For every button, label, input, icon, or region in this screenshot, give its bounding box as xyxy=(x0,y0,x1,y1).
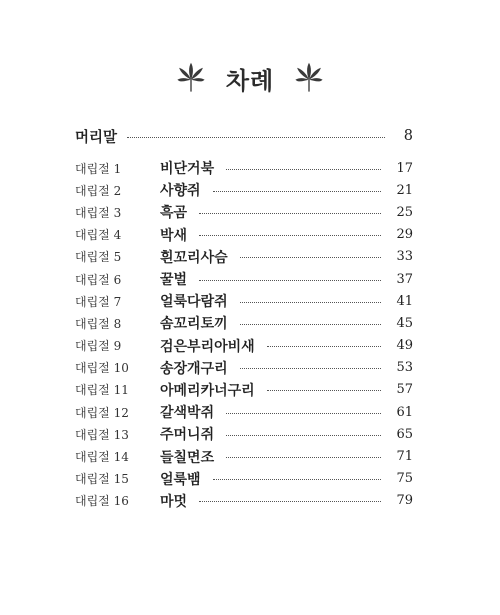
toc-entry[interactable] xyxy=(75,312,413,334)
preface-label: 머리말 xyxy=(75,129,118,146)
chapter-label: 대립절 13 xyxy=(75,427,129,442)
chestnut-leaf-icon xyxy=(174,61,208,95)
chapter-label: 대립절 7 xyxy=(75,294,122,309)
preface-page-number: 8 xyxy=(403,128,413,144)
chapter-label: 대립절 12 xyxy=(75,405,129,420)
chapter-title: 주머니쥐 xyxy=(160,427,215,444)
dot-leader xyxy=(240,324,381,325)
dot-leader xyxy=(213,191,381,192)
chapter-label: 대립절 6 xyxy=(75,272,122,287)
chapter-title: 마멋 xyxy=(160,493,188,510)
dot-leader xyxy=(226,457,381,458)
chapter-title: 아메리카너구리 xyxy=(160,382,255,399)
dot-leader xyxy=(240,257,381,258)
dot-leader xyxy=(226,435,381,436)
page-number: 21 xyxy=(396,182,413,198)
chapter-title: 검은부리아비새 xyxy=(160,338,255,355)
page-number: 79 xyxy=(396,493,413,509)
chapter-label: 대립절 2 xyxy=(75,183,122,198)
page-number: 25 xyxy=(396,204,413,220)
chapter-label: 대립절 9 xyxy=(75,339,122,354)
chapter-title: 비단거북 xyxy=(160,161,215,178)
toc-entry[interactable] xyxy=(75,246,413,268)
toc-preface-entry[interactable] xyxy=(75,124,413,148)
toc-list xyxy=(75,157,413,512)
chapter-title: 박새 xyxy=(160,227,188,244)
toc-entry[interactable] xyxy=(75,379,413,401)
page-number: 65 xyxy=(396,426,413,442)
chapter-label: 대립절 1 xyxy=(75,161,122,176)
chapter-label: 대립절 5 xyxy=(75,250,122,265)
dot-leader xyxy=(199,235,381,236)
dot-leader xyxy=(267,346,381,347)
page-number: 71 xyxy=(396,449,413,465)
toc-entry[interactable] xyxy=(75,224,413,246)
chapter-label: 대립절 8 xyxy=(75,316,122,331)
dot-leader xyxy=(199,501,381,502)
chapter-title: 갈색박쥐 xyxy=(160,405,215,422)
page-number: 37 xyxy=(396,271,413,287)
chapter-label: 대립절 3 xyxy=(75,205,122,220)
chapter-title: 사향쥐 xyxy=(160,183,201,200)
chapter-label: 대립절 16 xyxy=(75,494,129,509)
toc-entry[interactable] xyxy=(75,401,413,423)
page-number: 45 xyxy=(396,315,413,331)
chapter-label: 대립절 11 xyxy=(75,383,129,398)
toc-entry[interactable] xyxy=(75,335,413,357)
toc-entry[interactable] xyxy=(75,357,413,379)
dot-leader xyxy=(267,390,381,391)
page-number: 57 xyxy=(396,382,413,398)
page-number: 29 xyxy=(396,227,413,243)
chapter-title: 들칠면조 xyxy=(160,449,215,466)
toc-entry[interactable] xyxy=(75,201,413,223)
chapter-title: 꿀벌 xyxy=(160,272,188,289)
dot-leader xyxy=(226,169,381,170)
chapter-label: 대립절 14 xyxy=(75,450,129,465)
dot-leader xyxy=(226,413,381,414)
dot-leader xyxy=(240,368,381,369)
dot-leader xyxy=(240,302,381,303)
page-number: 75 xyxy=(396,471,413,487)
chestnut-leaf-icon xyxy=(292,61,326,95)
toc-entry[interactable] xyxy=(75,490,413,512)
dot-leader xyxy=(199,280,381,281)
page-number: 33 xyxy=(396,249,413,265)
toc-entry[interactable] xyxy=(75,157,413,179)
chapter-title: 흰꼬리사슴 xyxy=(160,249,228,266)
page-number: 53 xyxy=(396,360,413,376)
toc-entry[interactable] xyxy=(75,268,413,290)
toc-entry[interactable] xyxy=(75,468,413,490)
page-title: 차례 xyxy=(225,66,275,95)
toc-entry[interactable] xyxy=(75,179,413,201)
chapter-title: 흑곰 xyxy=(160,205,188,222)
toc-entry[interactable] xyxy=(75,290,413,312)
chapter-label: 대립절 15 xyxy=(75,472,129,487)
dot-leader xyxy=(199,213,381,214)
chapter-title: 얼룩뱀 xyxy=(160,471,201,488)
dot-leader xyxy=(213,479,381,480)
page-number: 17 xyxy=(396,160,413,176)
chapter-label: 대립절 4 xyxy=(75,228,122,243)
toc-header xyxy=(0,58,500,98)
toc-entry[interactable] xyxy=(75,445,413,467)
dot-leader xyxy=(127,137,385,138)
page-number: 61 xyxy=(396,404,413,420)
page-number: 49 xyxy=(396,338,413,354)
chapter-label: 대립절 10 xyxy=(75,361,129,376)
page-number: 41 xyxy=(396,293,413,309)
chapter-title: 송장개구리 xyxy=(160,360,228,377)
chapter-title: 솜꼬리토끼 xyxy=(160,316,228,333)
toc-entry[interactable] xyxy=(75,423,413,445)
chapter-title: 얼룩다람쥐 xyxy=(160,294,228,311)
